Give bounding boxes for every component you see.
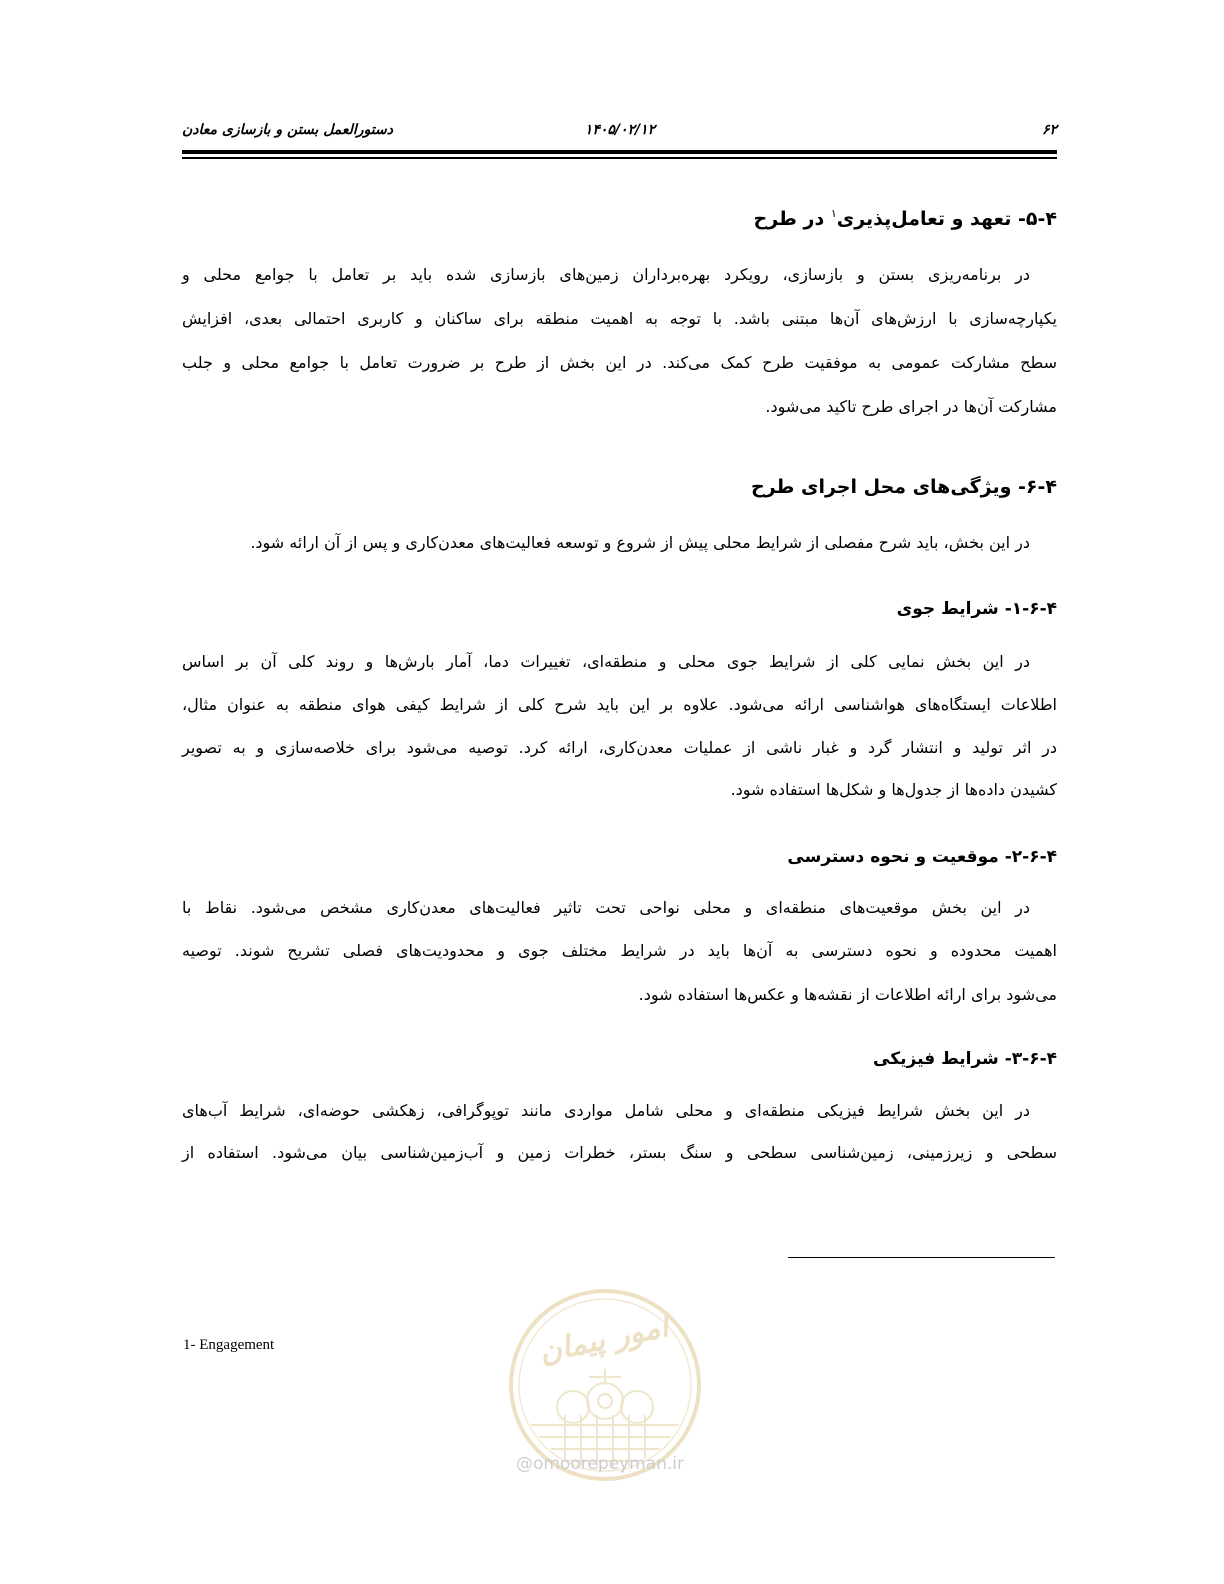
paragraph-line: سطحی و زیرزمینی، زمین‌شناسی سطحی و سنگ بستر، خطرات زمین و آب‌زمین‌شناسی بیان می‌شود. استفاده از — [182, 1143, 1057, 1162]
watermark-url: @omoorepeyman.ir — [515, 1454, 685, 1474]
header-title: دستورالعمل بستن و بازسازی معادن — [182, 122, 393, 138]
paragraph-line: مشارکت آن‌ها در اجرای طرح تاکید می‌شود. — [765, 397, 1057, 416]
section-heading-4-5 — [754, 204, 1057, 234]
section-number: ۴-۶-۱- — [1004, 599, 1057, 619]
paragraph-line: یکپارچه‌سازی با ارزش‌های آن‌ها مبتنی باشد. با توجه به اهمیت منطقه برای ساکنان و کاربری احتمالی بعدی، افزایش — [182, 309, 1057, 328]
section-heading-4-6-3 — [873, 1044, 1057, 1074]
watermark-logo-text: امور پیمان — [536, 1308, 672, 1371]
footnote-reference: ۱ — [830, 207, 837, 220]
section-title-suffix: در طرح — [753, 208, 825, 230]
section-heading-4-6-1 — [897, 594, 1057, 624]
paragraph-line: در اثر تولید و انتشار گرد و غبار ناشی از عملیات معدن‌کاری، ارائه کرد. توصیه می‌شود برای خلاصه‌سازی و به تصویر — [182, 738, 1057, 757]
section-title: تعهد و تعامل‌پذیری — [836, 208, 1012, 230]
section-title: ویژگی‌های محل اجرای طرح — [751, 476, 1012, 498]
paragraph-line: کشیدن داده‌ها از جدول‌ها و شکل‌ها استفاده شود. — [730, 780, 1057, 799]
paragraph-line: می‌شود برای ارائه اطلاعات از نقشه‌ها و عکس‌ها استفاده شود. — [638, 985, 1057, 1004]
section-title: شرایط جوی — [896, 599, 999, 619]
section-number: ۴-۶-۲- — [1004, 847, 1057, 867]
section-number: ۴-۵- — [1018, 208, 1057, 230]
footnote-text: 1- Engagement — [183, 1337, 275, 1353]
section-heading-4-6-2 — [787, 842, 1057, 872]
paragraph-line: سطح مشارکت عمومی به موفقیت طرح کمک می‌کند. در این بخش از طرح بر ضرورت تعامل با جوامع محلی و جلب — [182, 353, 1057, 372]
section-number: ۴-۶-۳- — [1004, 1049, 1057, 1069]
paragraph-line: اهمیت محدوده و نحوه دسترسی به آن‌ها باید در شرایط مختلف جوی و محدودیت‌های فصلی تشریح شوند. توصیه — [182, 941, 1057, 960]
paragraph-line: اطلاعات ایستگاه‌های هواشناسی ارائه می‌شود. علاوه بر این باید شرح کلی از شرایط کیفی هوای منطقه به عنوان مثال، — [182, 695, 1057, 714]
paragraph-line: در این بخش موقعیت‌های منطقه‌ای و محلی نواحی تحت تاثیر فعالیت‌های معدن‌کاری مشخص می‌شود. نقاط با — [182, 898, 1030, 917]
section-title: شرایط فیزیکی — [873, 1049, 999, 1069]
paragraph-line: در این بخش شرایط فیزیکی منطقه‌ای و محلی شامل مواردی مانند توپوگرافی، زهکشی حوضه‌ای، شرایط آب‌های — [182, 1101, 1030, 1120]
section-title: موقعیت و نحوه دسترسی — [787, 847, 999, 867]
header-rule-thin — [182, 157, 1057, 159]
section-number: ۴-۶- — [1018, 476, 1057, 498]
paragraph-line: در این بخش، باید شرح مفصلی از شرایط محلی پیش از شروع و توسعه فعالیت‌های معدن‌کاری و پس از آن ارائه شود. — [250, 533, 1030, 552]
paragraph-line: در این بخش نمایی کلی از شرایط جوی محلی و منطقه‌ای، تغییرات دما، آمار بارش‌ها و روند کلی آن بر اساس — [182, 652, 1030, 671]
page-number: ۶۲ — [1041, 122, 1057, 138]
header-rule-thick — [182, 150, 1057, 154]
footnote-separator — [788, 1257, 1055, 1258]
header-date: ۱۴۰۵/۰۲/۱۲ — [584, 122, 656, 138]
paragraph-line: در برنامه‌ریزی بستن و بازسازی، رویکرد بهره‌برداران زمین‌های بازسازی شده باید بر تعامل با جوامع محلی و — [182, 265, 1030, 284]
section-heading-4-6 — [751, 472, 1057, 502]
